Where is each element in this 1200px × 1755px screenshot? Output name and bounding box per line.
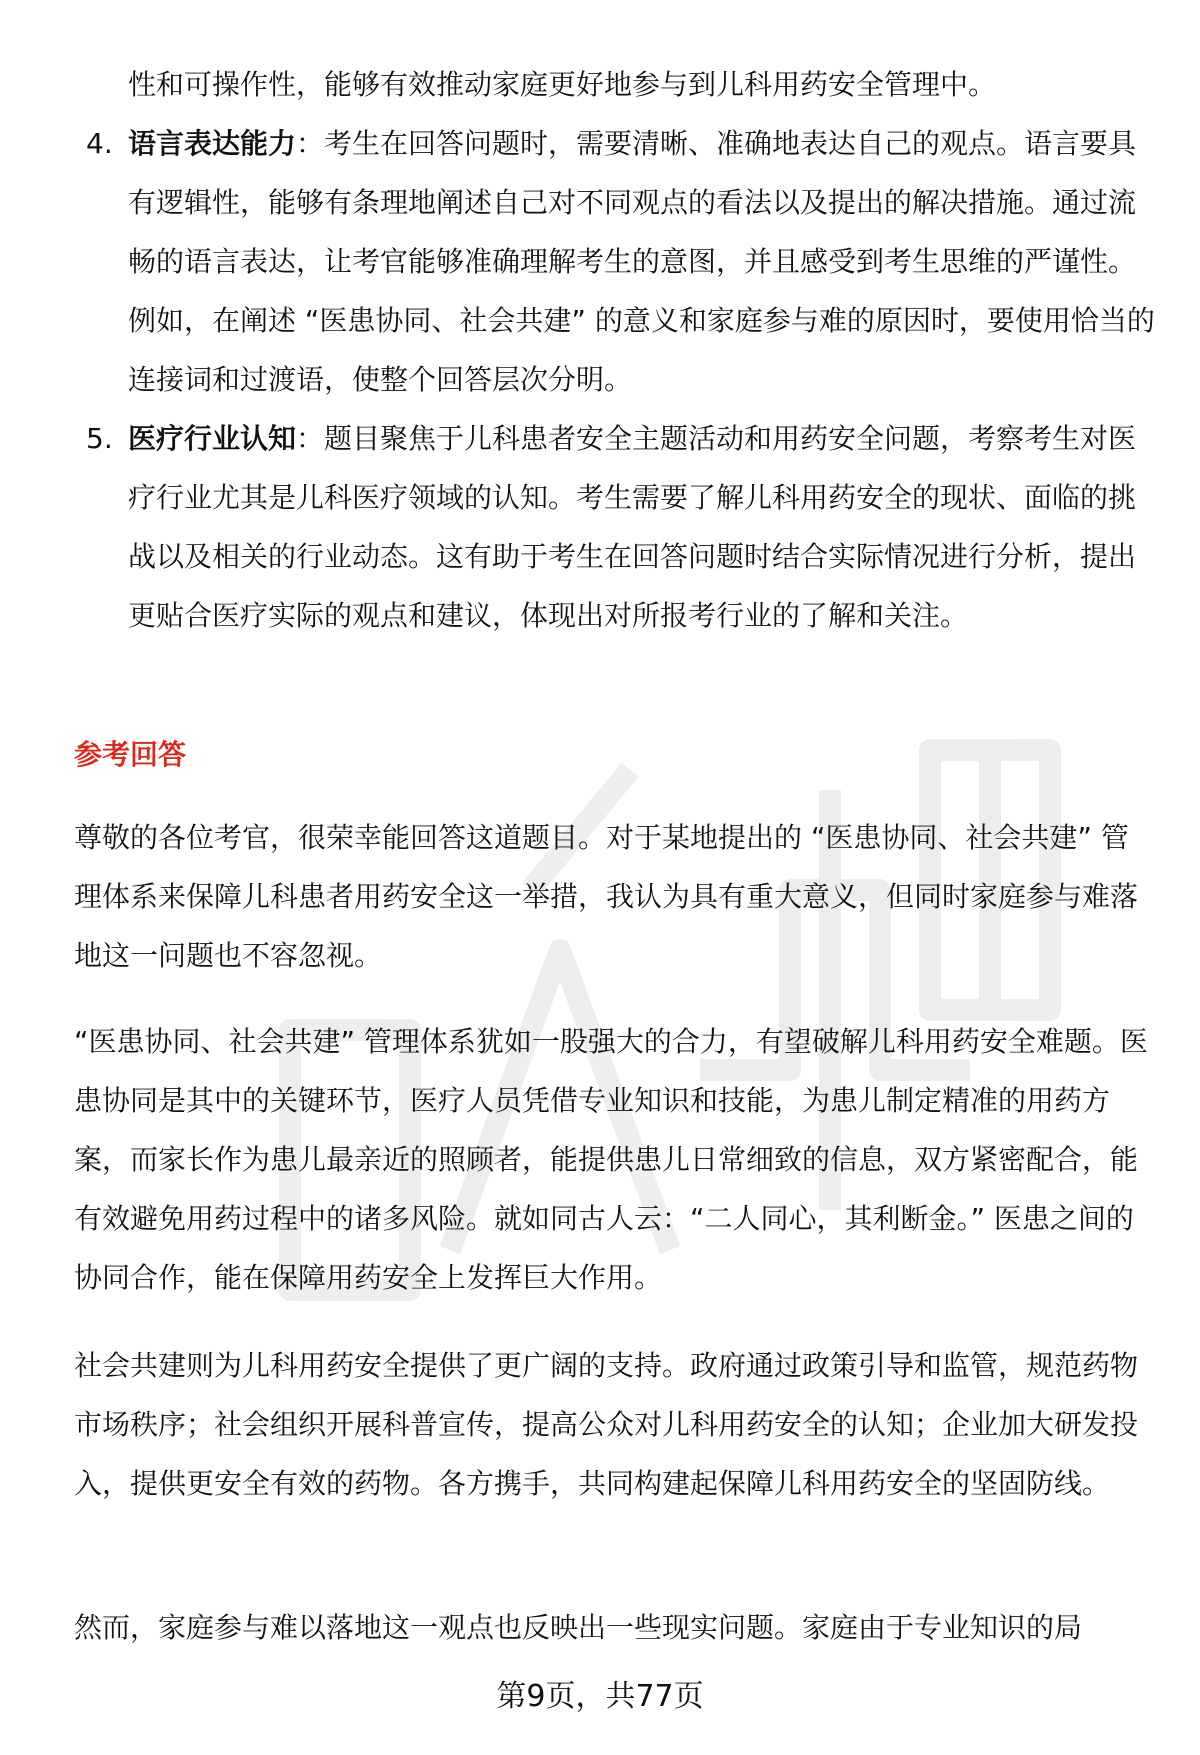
answer-paragraph: 社会共建则为儿科用药安全提供了更广阔的支持。政府通过政策引导和监管，规范药物市场秩序；社会组织开展科普宣传，提高公众对儿科用药安全的认知；企业加大研发投入，提供更安全有效的药物。各方携手，共同构建起保障儿科用药安全的坚固防线。 [74, 1349, 1139, 1500]
section-heading: 参考回答 [74, 738, 187, 771]
answer-paragraph: “医患协同、社会共建” 管理体系犹如一股强大的合力，有望破解儿科用药安全难题。医患协同是其中的关键环节，医疗人员凭借专业知识和技能，为患儿制定精准的用药方案，而家长作为患儿最亲近的照顾者，能提供患儿日常细致的信息，双方紧密配合，能有效避免用药过程中的诸多风险。就如同古人云：“二人同心，其利断金。” 医患之间的协同合作，能在保障用药安全上发挥巨大作用。 [74, 1025, 1148, 1294]
criteria-list [76, 55, 1156, 645]
page-number-footer: 第9页，共77页 [496, 1679, 704, 1714]
list-item-title: 医疗行业认知 [128, 422, 297, 455]
list-item [76, 409, 1156, 645]
answer-paragraph: 尊敬的各位考官，很荣幸能回答这道题目。对于某地提出的 “医患协同、社会共建” 管理体系来保障儿科患者用药安全这一举措，我认为具有重大意义，但同时家庭参与难落地这一问题也不容忽视。 [74, 821, 1139, 972]
list-item-number: 4. [86, 127, 113, 160]
list-continuation-text: 性和可操作性，能够有效推动家庭更好地参与到儿科用药安全管理中。 [128, 68, 997, 101]
list-item-title: 语言表达能力 [128, 127, 297, 160]
list-item-number: 5. [86, 422, 113, 455]
list-item [76, 114, 1156, 409]
answer-paragraph: 然而，家庭参与难以落地这一观点也反映出一些现实问题。家庭由于专业知识的局 [74, 1611, 1083, 1644]
list-item-body: ：题目聚焦于儿科患者安全主题活动和用药安全问题，考察考生对医疗行业尤其是儿科医疗领域的认知。考生需要了解儿科用药安全的现状、面临的挑战以及相关的行业动态。这有助于考生在回答问题时结合实际情况进行分析，提出更贴合医疗实际的观点和建议，体现出对所报考行业的了解和关注。 [128, 422, 1137, 632]
list-item-body: ：考生在回答问题时，需要清晰、准确地表达自己的观点。语言要具有逻辑性，能够有条理地阐述自己对不同观点的看法以及提出的解决措施。通过流畅的语言表达，让考官能够准确理解考生的意图，并且感受到考生思维的严谨性。例如，在阐述 “医患协同、社会共建” 的意义和家庭参与难的原因时，要使用恰当的连接词和过渡语，使整个回答层次分明。 [128, 127, 1155, 396]
